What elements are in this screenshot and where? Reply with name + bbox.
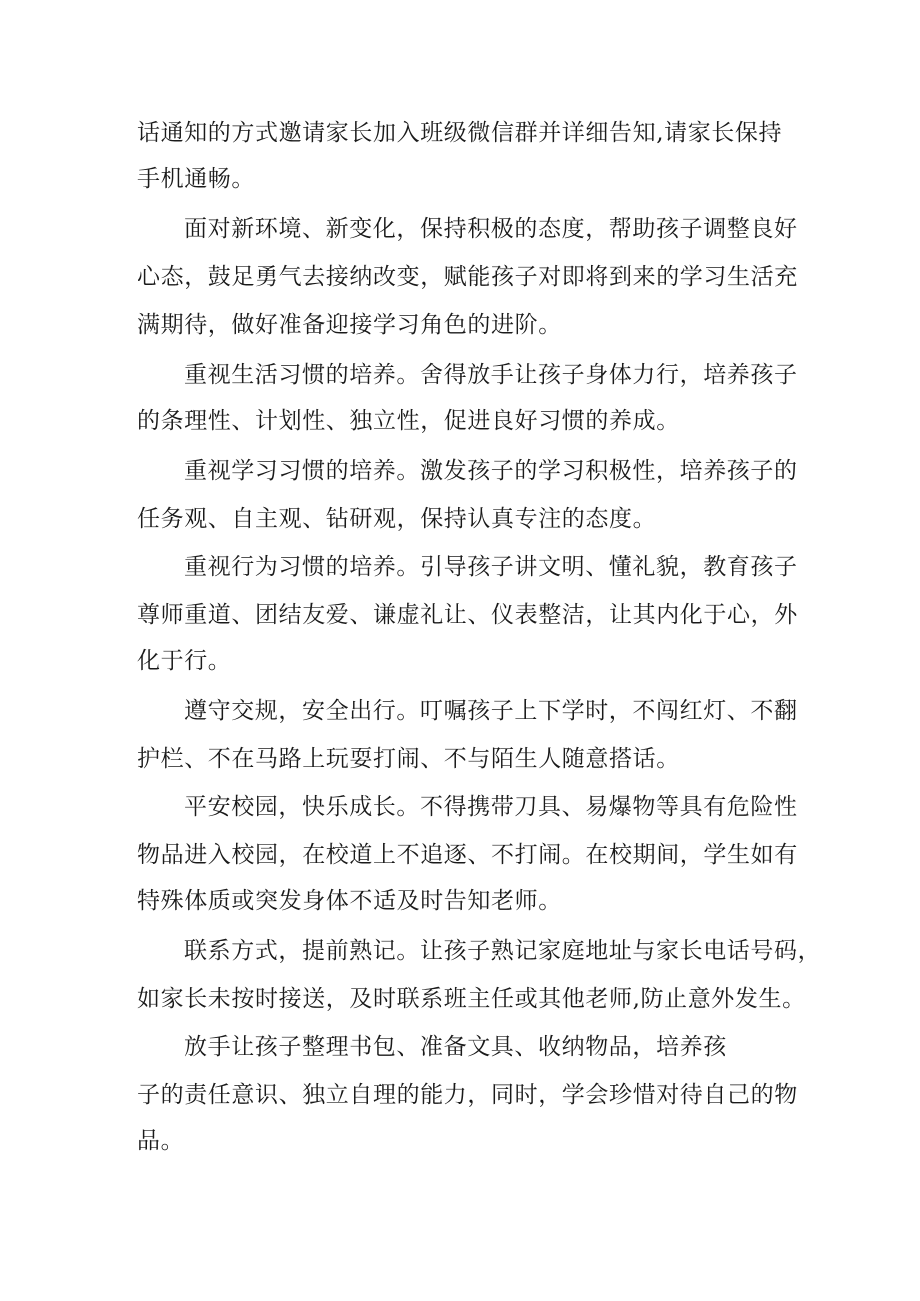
paragraph-start-line: 联系方式，提前熟记。让孩子熟记家庭地址与家长电话号码，: [184, 938, 822, 964]
text-line: 话通知的方式邀请家长加入班级微信群并详细告知,请家长保持: [137, 120, 783, 146]
text-line: 子的责任意识、独立自理的能力，同时，学会珍惜对待自己的物: [137, 1082, 798, 1108]
paragraph-start-line: 重视行为习惯的培养。引导孩子讲文明、懂礼貌，教育孩子: [184, 554, 798, 580]
paragraph-start-line: 重视生活习惯的培养。舍得放手让孩子身体力行，培养孩子: [184, 362, 798, 388]
text-line: 手机通畅。: [137, 166, 255, 192]
paragraph-start-line: 平安校园，快乐成长。不得携带刀具、易爆物等具有危险性: [184, 794, 798, 820]
text-line: 化于行。: [137, 648, 232, 674]
text-line: 特殊体质或突发身体不适及时告知老师。: [137, 888, 562, 914]
text-line: 品。: [137, 1128, 185, 1154]
text-line: 的条理性、计划性、独立性，促进良好习惯的养成。: [137, 408, 680, 434]
paragraph-start-line: 放手让孩子整理书包、准备文具、收纳物品，培养孩: [184, 1034, 727, 1060]
text-line: 如家长未按时接送，及时联系班主任或其他老师,防止意外发生。: [137, 986, 806, 1012]
text-line: 尊师重道、团结友爱、谦虚礼让、仪表整洁，让其内化于心，外: [137, 602, 798, 628]
text-line: 物品进入校园，在校道上不追逐、不打闹。在校期间，学生如有: [137, 842, 798, 868]
paragraph-start-line: 遵守交规，安全出行。叮嘱孩子上下学时，不闯红灯、不翻: [184, 698, 798, 724]
paragraph-start-line: 面对新环境、新变化，保持积极的态度，帮助孩子调整良好: [184, 216, 798, 242]
paragraph-start-line: 重视学习习惯的培养。激发孩子的学习积极性，培养孩子的: [184, 458, 798, 484]
text-line: 护栏、不在马路上玩耍打闹、不与陌生人随意搭话。: [137, 746, 680, 772]
text-line: 满期待，做好准备迎接学习角色的进阶。: [137, 312, 562, 338]
text-line: 任务观、自主观、钻研观，保持认真专注的态度。: [137, 506, 657, 532]
text-line: 心态，鼓足勇气去接纳改变，赋能孩子对即将到来的学习生活充: [137, 264, 798, 290]
